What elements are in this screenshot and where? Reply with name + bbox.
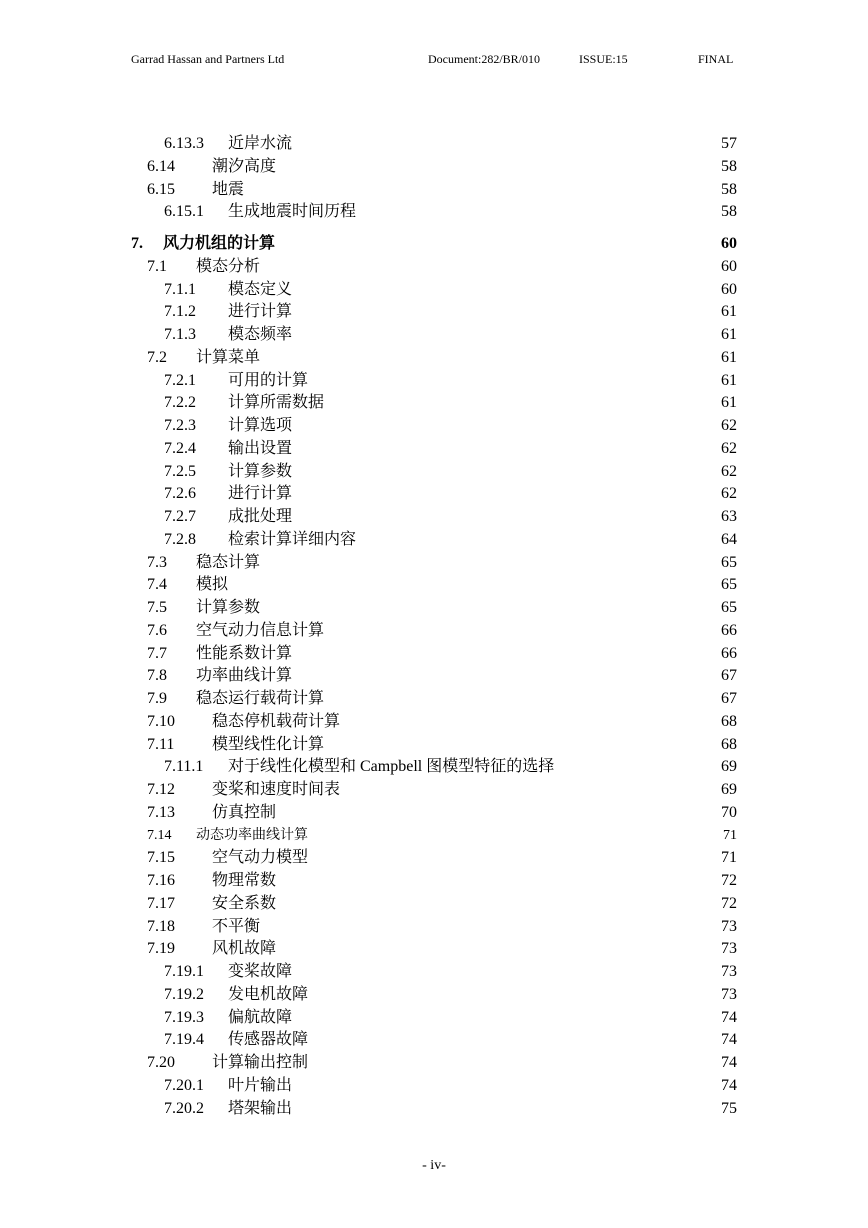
toc-entry[interactable] [0,688,868,711]
toc-entry-page: 62 [721,439,737,457]
toc-entry-title: 地震 [212,180,245,198]
header-document-number: Document:282/BR/010 [428,52,540,66]
header-company: Garrad Hassan and Partners Ltd [131,52,285,66]
header-status: FINAL [698,52,734,66]
toc-entry-number: 7.12 [147,781,175,798]
toc-entry[interactable] [0,483,868,506]
toc-entry-number: 7.14 [147,827,172,843]
toc-entry[interactable] [0,1052,868,1075]
toc-entry-page: 72 [721,894,737,912]
toc-entry-title: 动态功率曲线计算 [196,827,308,843]
toc-entry-page: 61 [721,348,737,366]
toc-entry-title: 风力机组的计算 [163,235,276,252]
toc-entry-title: 不平衡 [212,917,261,935]
toc-entry[interactable] [0,133,868,156]
toc-entry-page: 60 [721,257,737,275]
toc-entry-page: 73 [721,963,737,980]
toc-entry[interactable] [0,1098,868,1121]
toc-entry-title: 近岸水流 [228,135,293,152]
toc-entry-page: 66 [721,644,737,662]
toc-entry-number: 7.19 [147,940,175,958]
toc-entry-number: 7.1 [147,257,167,275]
toc-entry-title: 生成地震时间历程 [228,203,357,221]
toc-entry-number: 7.7 [147,644,167,662]
toc-entry-title: 性能系数计算 [196,644,293,662]
toc-entry[interactable] [0,1007,868,1030]
toc-entry[interactable] [0,1075,868,1098]
toc-entry[interactable] [0,301,868,324]
toc-entry[interactable] [0,201,868,224]
page-header [0,52,868,70]
toc-entry-title: 计算选项 [228,417,293,434]
toc-entry-number: 7.19.3 [164,1008,204,1026]
toc-entry-title: 功率曲线计算 [196,667,293,685]
toc-entry-title: 传感器故障 [228,1031,309,1049]
toc-entry-title: 计算参数 [196,599,261,616]
toc-entry-page: 66 [721,621,737,639]
toc-entry-page: 62 [721,462,737,480]
toc-entry-page: 65 [721,576,737,594]
toc-entry-number: 7.15 [147,849,175,867]
toc-entry-number: 7.18 [147,917,175,935]
toc-entry-number: 7.19.4 [164,1031,204,1049]
toc-entry-page: 58 [721,203,737,221]
toc-entry-page: 69 [721,781,737,798]
toc-entry-page: 67 [721,690,737,707]
header-issue: ISSUE:15 [579,52,628,66]
toc-entry-page: 73 [721,917,737,935]
toc-entry-title: 空气动力模型 [212,849,309,867]
toc-entry-number: 7.10 [147,712,175,730]
toc-entry-number: 7.11 [147,735,175,753]
toc-entry-number: 7.1.3 [164,326,196,343]
toc-entry-page: 70 [721,803,737,821]
toc-entry-page: 68 [721,712,737,730]
toc-entry-number: 7.19.1 [164,963,204,980]
toc-entry-number: 7.2 [147,348,167,366]
toc-entry-title: 模态定义 [228,280,293,298]
toc-entry[interactable] [0,916,868,939]
toc-entry-number: 7.1.2 [164,303,196,321]
toc-entry-title: 模态分析 [196,257,261,275]
toc-entry-number: 7.20.1 [164,1076,204,1094]
toc-entry-title: 风机故障 [212,940,277,958]
toc-entry-number: 7.2.4 [164,439,196,457]
toc-entry[interactable] [0,597,868,620]
toc-entry-page: 74 [721,1054,737,1071]
toc-entry[interactable] [0,779,868,802]
toc-entry-title: 潮汐高度 [212,157,277,175]
toc-entry-page: 58 [721,180,737,198]
toc-entry[interactable] [0,665,868,688]
toc-entry-page: 72 [721,872,737,889]
toc-entry-title: 可用的计算 [228,371,309,389]
toc-entry-title: 模拟 [196,576,229,594]
toc-entry-number: 7.2.5 [164,462,196,480]
toc-entry-title: 变桨和速度时间表 [212,781,341,798]
toc-entry-title: 稳态运行载荷计算 [196,690,325,707]
toc-entry-number: 7.3 [147,553,167,571]
toc-entry-number: 7.6 [147,621,167,639]
toc-entry-page: 62 [721,417,737,434]
toc-entry[interactable] [0,156,868,179]
toc-entry-number: 7.16 [147,872,175,889]
toc-entry[interactable] [0,233,868,256]
toc-entry-title: 模型线性化计算 [212,735,325,753]
toc-entry[interactable] [0,734,868,757]
toc-entry[interactable] [0,529,868,552]
toc-entry-page: 64 [721,530,737,548]
toc-entry-page: 63 [721,508,737,525]
toc-entry-page: 58 [721,157,737,175]
toc-entry-number: 7.2.2 [164,394,196,412]
toc-entry-title: 偏航故障 [228,1008,293,1026]
toc-entry-title: 计算所需数据 [228,394,325,412]
toc-entry-number: 6.15.1 [164,203,204,221]
toc-entry-page: 61 [721,394,737,412]
toc-entry[interactable] [0,620,868,643]
toc-entry[interactable] [0,552,868,575]
toc-entry[interactable] [0,179,868,202]
toc-entry-page: 61 [721,371,737,389]
toc-entry-number: 7.4 [147,576,167,594]
toc-entry-number: 7.2.6 [164,485,196,503]
toc-entry[interactable] [0,870,868,893]
toc-entry-page: 65 [721,599,737,616]
toc-entry[interactable] [0,392,868,415]
toc-entry-number: 7.2.3 [164,417,196,434]
toc-entry-title: 模态频率 [228,326,293,343]
toc-entry-number: 7.9 [147,690,167,707]
toc-entry[interactable] [0,438,868,461]
toc-entry-number: 7.17 [147,894,175,912]
toc-entry[interactable] [0,1029,868,1052]
toc-entry-page: 67 [721,667,737,685]
toc-entry[interactable] [0,324,868,347]
toc-entry[interactable] [0,461,868,484]
toc-entry[interactable] [0,756,868,779]
toc-entry-number: 7.8 [147,667,167,685]
toc-entry-title: 发电机故障 [228,985,309,1003]
toc-entry-title: 计算输出控制 [212,1054,309,1071]
toc-entry-page: 74 [721,1008,737,1026]
toc-entry-title: 安全系数 [212,894,277,912]
toc-entry-number: 7.5 [147,599,167,616]
toc-entry[interactable] [0,825,868,848]
toc-entry-title: 进行计算 [228,303,293,321]
toc-entry-number: 6.13.3 [164,135,204,152]
toc-entry-number: 7.13 [147,803,175,821]
table-of-contents [0,133,868,1120]
toc-entry-title: 输出设置 [228,439,293,457]
toc-entry-title: 计算参数 [228,462,293,480]
toc-entry-number: 7.20 [147,1054,175,1071]
toc-entry-title: 成批处理 [228,508,293,525]
toc-entry-number: 7.2.7 [164,508,196,525]
toc-entry-number: 7.2.8 [164,530,196,548]
toc-entry-page: 68 [721,735,737,753]
toc-entry-title: 对于线性化模型和 Campbell 图模型特征的选择 [228,758,555,776]
toc-entry[interactable] [0,938,868,961]
toc-entry-page: 75 [721,1099,737,1117]
toc-entry-title: 进行计算 [228,485,293,503]
toc-entry-page: 60 [721,235,737,252]
toc-entry-title: 物理常数 [212,872,277,889]
toc-entry[interactable] [0,893,868,916]
toc-entry-page: 62 [721,485,737,503]
toc-entry-page: 71 [721,849,737,867]
toc-entry-title: 塔架输出 [228,1099,293,1117]
toc-entry[interactable] [0,847,868,870]
toc-entry[interactable] [0,256,868,279]
toc-entry-page: 61 [721,326,737,343]
toc-entry[interactable] [0,415,868,438]
toc-entry-number: 6.14 [147,157,175,175]
toc-entry-number: 7.19.2 [164,985,204,1003]
toc-entry-number: 7.1.1 [164,280,196,298]
toc-entry-number: 7.20.2 [164,1099,204,1117]
toc-entry-title: 稳态停机载荷计算 [212,712,341,730]
toc-entry-page: 65 [721,553,737,571]
toc-entry-number: 6.15 [147,180,175,198]
toc-entry-title: 检索计算详细内容 [228,530,357,548]
toc-entry-page: 71 [723,827,737,843]
toc-entry-title: 稳态计算 [196,553,261,571]
toc-entry[interactable] [0,802,868,825]
toc-entry[interactable] [0,711,868,734]
toc-entry[interactable] [0,347,868,370]
toc-entry[interactable] [0,370,868,393]
toc-entry-page: 73 [721,940,737,958]
toc-entry-number: 7. [131,235,143,252]
toc-entry-title: 叶片输出 [228,1076,293,1094]
toc-entry[interactable] [0,961,868,984]
toc-entry[interactable] [0,574,868,597]
toc-entry-page: 60 [721,280,737,298]
toc-entry[interactable] [0,506,868,529]
toc-entry[interactable] [0,643,868,666]
toc-entry-title: 变桨故障 [228,963,293,980]
toc-entry-page: 61 [721,303,737,321]
toc-entry-title: 仿真控制 [212,803,277,821]
toc-entry-title: 计算菜单 [196,348,261,366]
toc-entry-page: 69 [721,758,737,776]
toc-entry[interactable] [0,984,868,1007]
toc-entry-page: 74 [721,1031,737,1049]
toc-entry-page: 74 [721,1076,737,1094]
toc-entry-page: 73 [721,985,737,1003]
toc-entry[interactable] [0,279,868,302]
toc-entry-page: 57 [721,135,737,152]
toc-entry-number: 7.11.1 [164,758,204,776]
page-number: - iv- [422,1158,446,1173]
toc-entry-title: 空气动力信息计算 [196,621,325,639]
toc-entry-number: 7.2.1 [164,371,196,389]
